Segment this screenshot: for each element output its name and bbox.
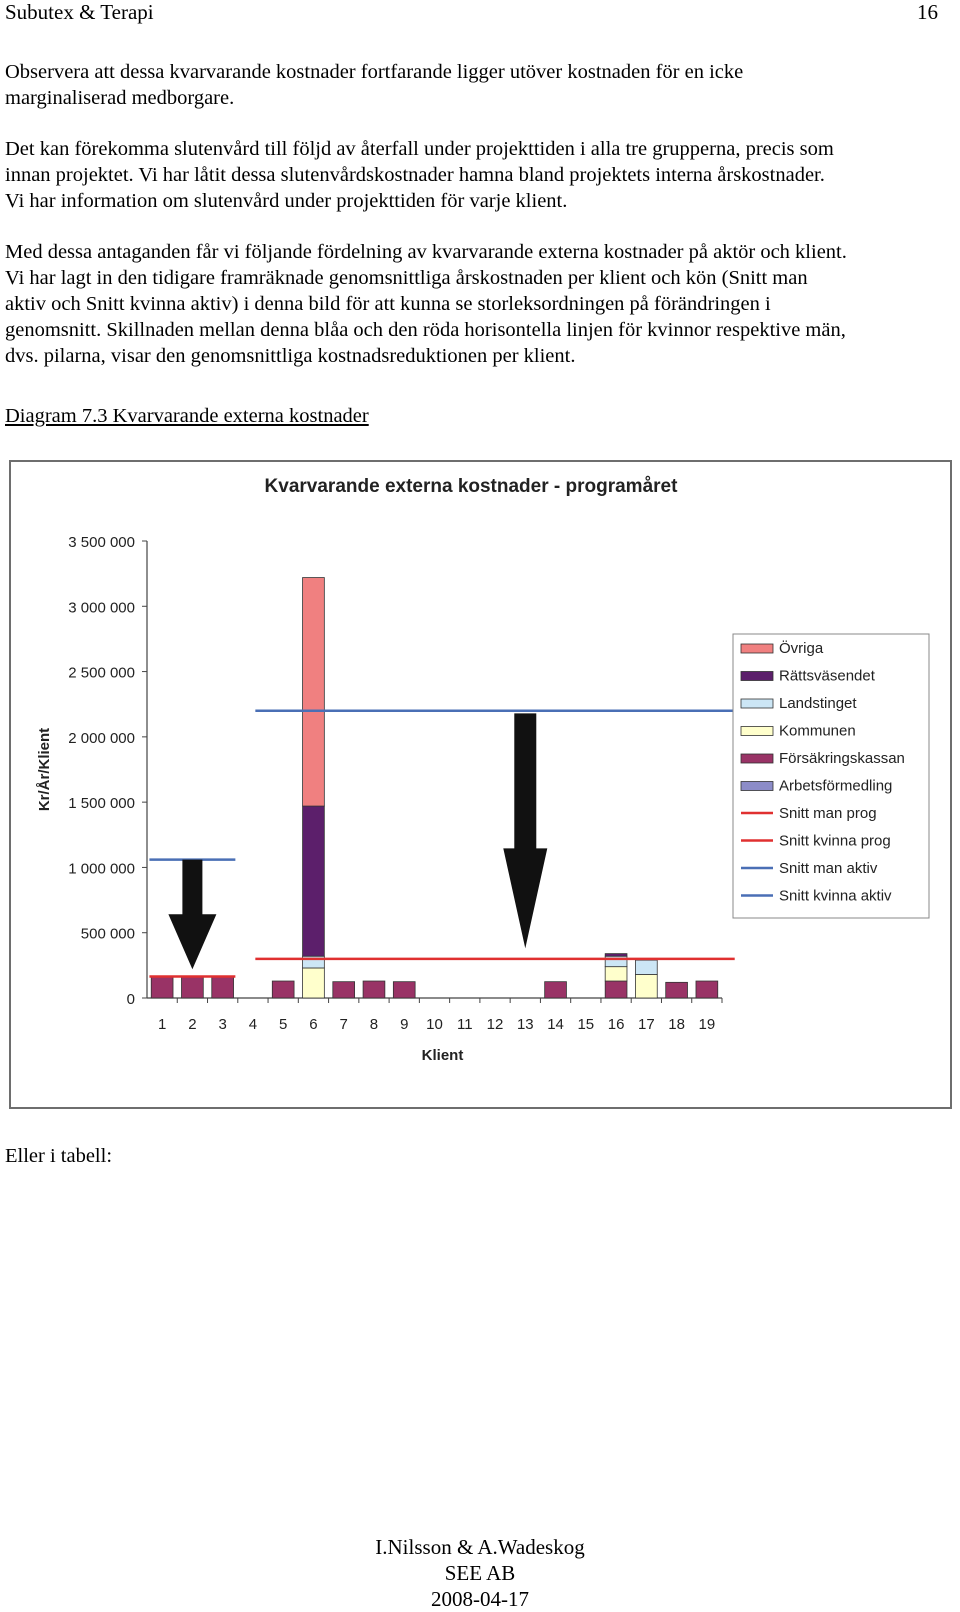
bar-f-rs-kringskassan-klient-2 xyxy=(182,976,204,998)
chart-title: Kvarvarande externa kostnader - programåret xyxy=(264,476,678,497)
bar--vriga-klient-6 xyxy=(303,578,325,807)
paragraph-3-line-2: Vi har lagt in den tidigare framräknade genomsnittliga årskostnaden per klient och kön (Snitt man xyxy=(5,267,808,289)
paragraph-1-line-2: marginaliserad medborgare. xyxy=(5,87,235,109)
legend-swatch xyxy=(741,727,773,736)
page-header xyxy=(5,0,938,24)
legend-label: Arbetsförmedling xyxy=(779,777,893,795)
bar-kommunen-klient-16 xyxy=(605,967,627,981)
x-tick-label: 7 xyxy=(339,1016,348,1033)
legend-label: Snitt kvinna prog xyxy=(779,832,891,850)
x-tick-label: 12 xyxy=(486,1016,504,1033)
paragraph-3-line-4: genomsnitt. Skillnaden mellan denna blåa och den röda horisontella linjen för kvinnor respektive män, xyxy=(5,319,846,341)
chart-container xyxy=(9,460,952,1109)
y-tick-label: 500 000 xyxy=(80,925,135,943)
x-tick-label: 16 xyxy=(607,1016,625,1033)
x-tick-label: 11 xyxy=(456,1016,473,1033)
legend-swatch xyxy=(741,644,773,653)
legend-swatch xyxy=(741,672,773,681)
bar-f-rs-kringskassan-klient-16 xyxy=(605,981,627,998)
stacked-bar-chart xyxy=(11,462,950,1107)
bar-f-rs-kringskassan-klient-5 xyxy=(272,981,294,998)
document-title: Subutex & Terapi xyxy=(5,0,154,24)
reduction-arrow-icon xyxy=(503,713,547,948)
diagram-caption: Diagram 7.3 Kvarvarande externa kostnader xyxy=(5,405,369,427)
y-tick-label: 3 000 000 xyxy=(68,599,135,617)
y-tick-label: 0 xyxy=(126,991,135,1008)
paragraph-2 xyxy=(5,136,955,214)
y-axis-title: Kr/År/Klient xyxy=(36,727,53,812)
paragraph-3-line-1: Med dessa antaganden får vi följande fördelning av kvarvarande externa kostnader på aktör och klient. xyxy=(5,241,847,263)
legend-label: Snitt kvinna aktiv xyxy=(779,887,892,905)
page-footer xyxy=(0,1534,960,1612)
x-tick-label: 8 xyxy=(369,1016,379,1033)
x-tick-label: 5 xyxy=(279,1016,288,1033)
bar-f-rs-kringskassan-klient-3 xyxy=(212,976,234,998)
bar-f-rs-kringskassan-klient-9 xyxy=(393,982,415,998)
reduction-arrow-icon xyxy=(168,860,216,970)
footer-authors: I.Nilsson & A.Wadeskog xyxy=(375,1535,585,1559)
bar-f-rs-kringskassan-klient-19 xyxy=(696,981,718,998)
bar-f-rs-kringskassan-klient-14 xyxy=(545,982,567,998)
x-tick-label: 14 xyxy=(547,1016,564,1033)
x-tick-label: 4 xyxy=(248,1016,258,1033)
footer-date: 2008-04-17 xyxy=(431,1587,529,1611)
x-tick-label: 19 xyxy=(698,1016,716,1033)
x-tick-label: 2 xyxy=(188,1016,197,1033)
page-number: 16 xyxy=(917,0,938,24)
paragraph-3-line-5: dvs. pilarna, visar den genomsnittliga kostnadsreduktionen per klient. xyxy=(5,345,576,367)
x-axis-title: Klient xyxy=(421,1047,464,1064)
bar-r-ttsv-sendet-klient-6 xyxy=(303,806,325,956)
bar-f-rs-kringskassan-klient-1 xyxy=(151,976,173,998)
bar-kommunen-klient-6 xyxy=(303,968,325,998)
bar-landstinget-klient-17 xyxy=(635,960,657,974)
x-tick-label: 6 xyxy=(309,1016,318,1033)
x-tick-label: 13 xyxy=(516,1016,534,1033)
y-tick-label: 2 000 000 xyxy=(68,729,135,747)
legend-swatch xyxy=(741,699,773,708)
bar-f-rs-kringskassan-klient-8 xyxy=(363,981,385,998)
footer-company: SEE AB xyxy=(444,1561,516,1585)
paragraph-2-line-3: Vi har information om slutenvård under projekttiden för varje klient. xyxy=(5,190,568,212)
x-tick-label: 1 xyxy=(157,1016,167,1033)
x-tick-label: 9 xyxy=(400,1016,409,1033)
legend-label: Kommunen xyxy=(779,722,856,740)
y-tick-label: 3 500 000 xyxy=(68,534,135,551)
paragraph-3-line-3: aktiv och Snitt kvinna aktiv) i denna bild för att kunna se storleksordningen på förändringen i xyxy=(5,293,771,315)
legend-label: Övriga xyxy=(779,640,824,657)
x-tick-label: 3 xyxy=(218,1016,227,1033)
legend-label: Snitt man prog xyxy=(779,805,877,822)
paragraph-1 xyxy=(5,59,955,111)
paragraph-3 xyxy=(5,239,955,369)
y-tick-label: 1 500 000 xyxy=(68,795,135,813)
legend-swatch xyxy=(741,754,773,763)
y-tick-label: 2 500 000 xyxy=(68,664,135,682)
legend-label: Rättsväsendet xyxy=(779,667,875,685)
table-intro-text: Eller i tabell: xyxy=(5,1145,113,1167)
x-tick-label: 10 xyxy=(426,1016,443,1033)
paragraph-2-line-2: innan projektet. Vi har låtit dessa slutenvårdskostnader hamna bland projektets interna årskostnader. xyxy=(5,164,825,186)
bar-kommunen-klient-17 xyxy=(635,974,657,998)
legend-label: Landstinget xyxy=(779,695,857,712)
bar-f-rs-kringskassan-klient-7 xyxy=(333,982,355,998)
x-tick-label: 17 xyxy=(637,1016,655,1033)
x-tick-label: 15 xyxy=(577,1016,595,1033)
legend-swatch xyxy=(741,782,773,791)
legend-label: Försäkringskassan xyxy=(779,750,905,767)
x-tick-label: 18 xyxy=(668,1016,685,1033)
bar-f-rs-kringskassan-klient-18 xyxy=(666,982,688,998)
legend-label: Snitt man aktiv xyxy=(779,860,878,877)
paragraph-2-line-1: Det kan förekomma slutenvård till följd av återfall under projekttiden i alla tre grupperna, precis som xyxy=(5,138,834,160)
bar-r-ttsv-sendet-klient-16 xyxy=(605,954,627,957)
y-tick-label: 1 000 000 xyxy=(68,860,135,878)
paragraph-1-line-1: Observera att dessa kvarvarande kostnader fortfarande ligger utöver kostnaden för en icke xyxy=(5,61,744,83)
